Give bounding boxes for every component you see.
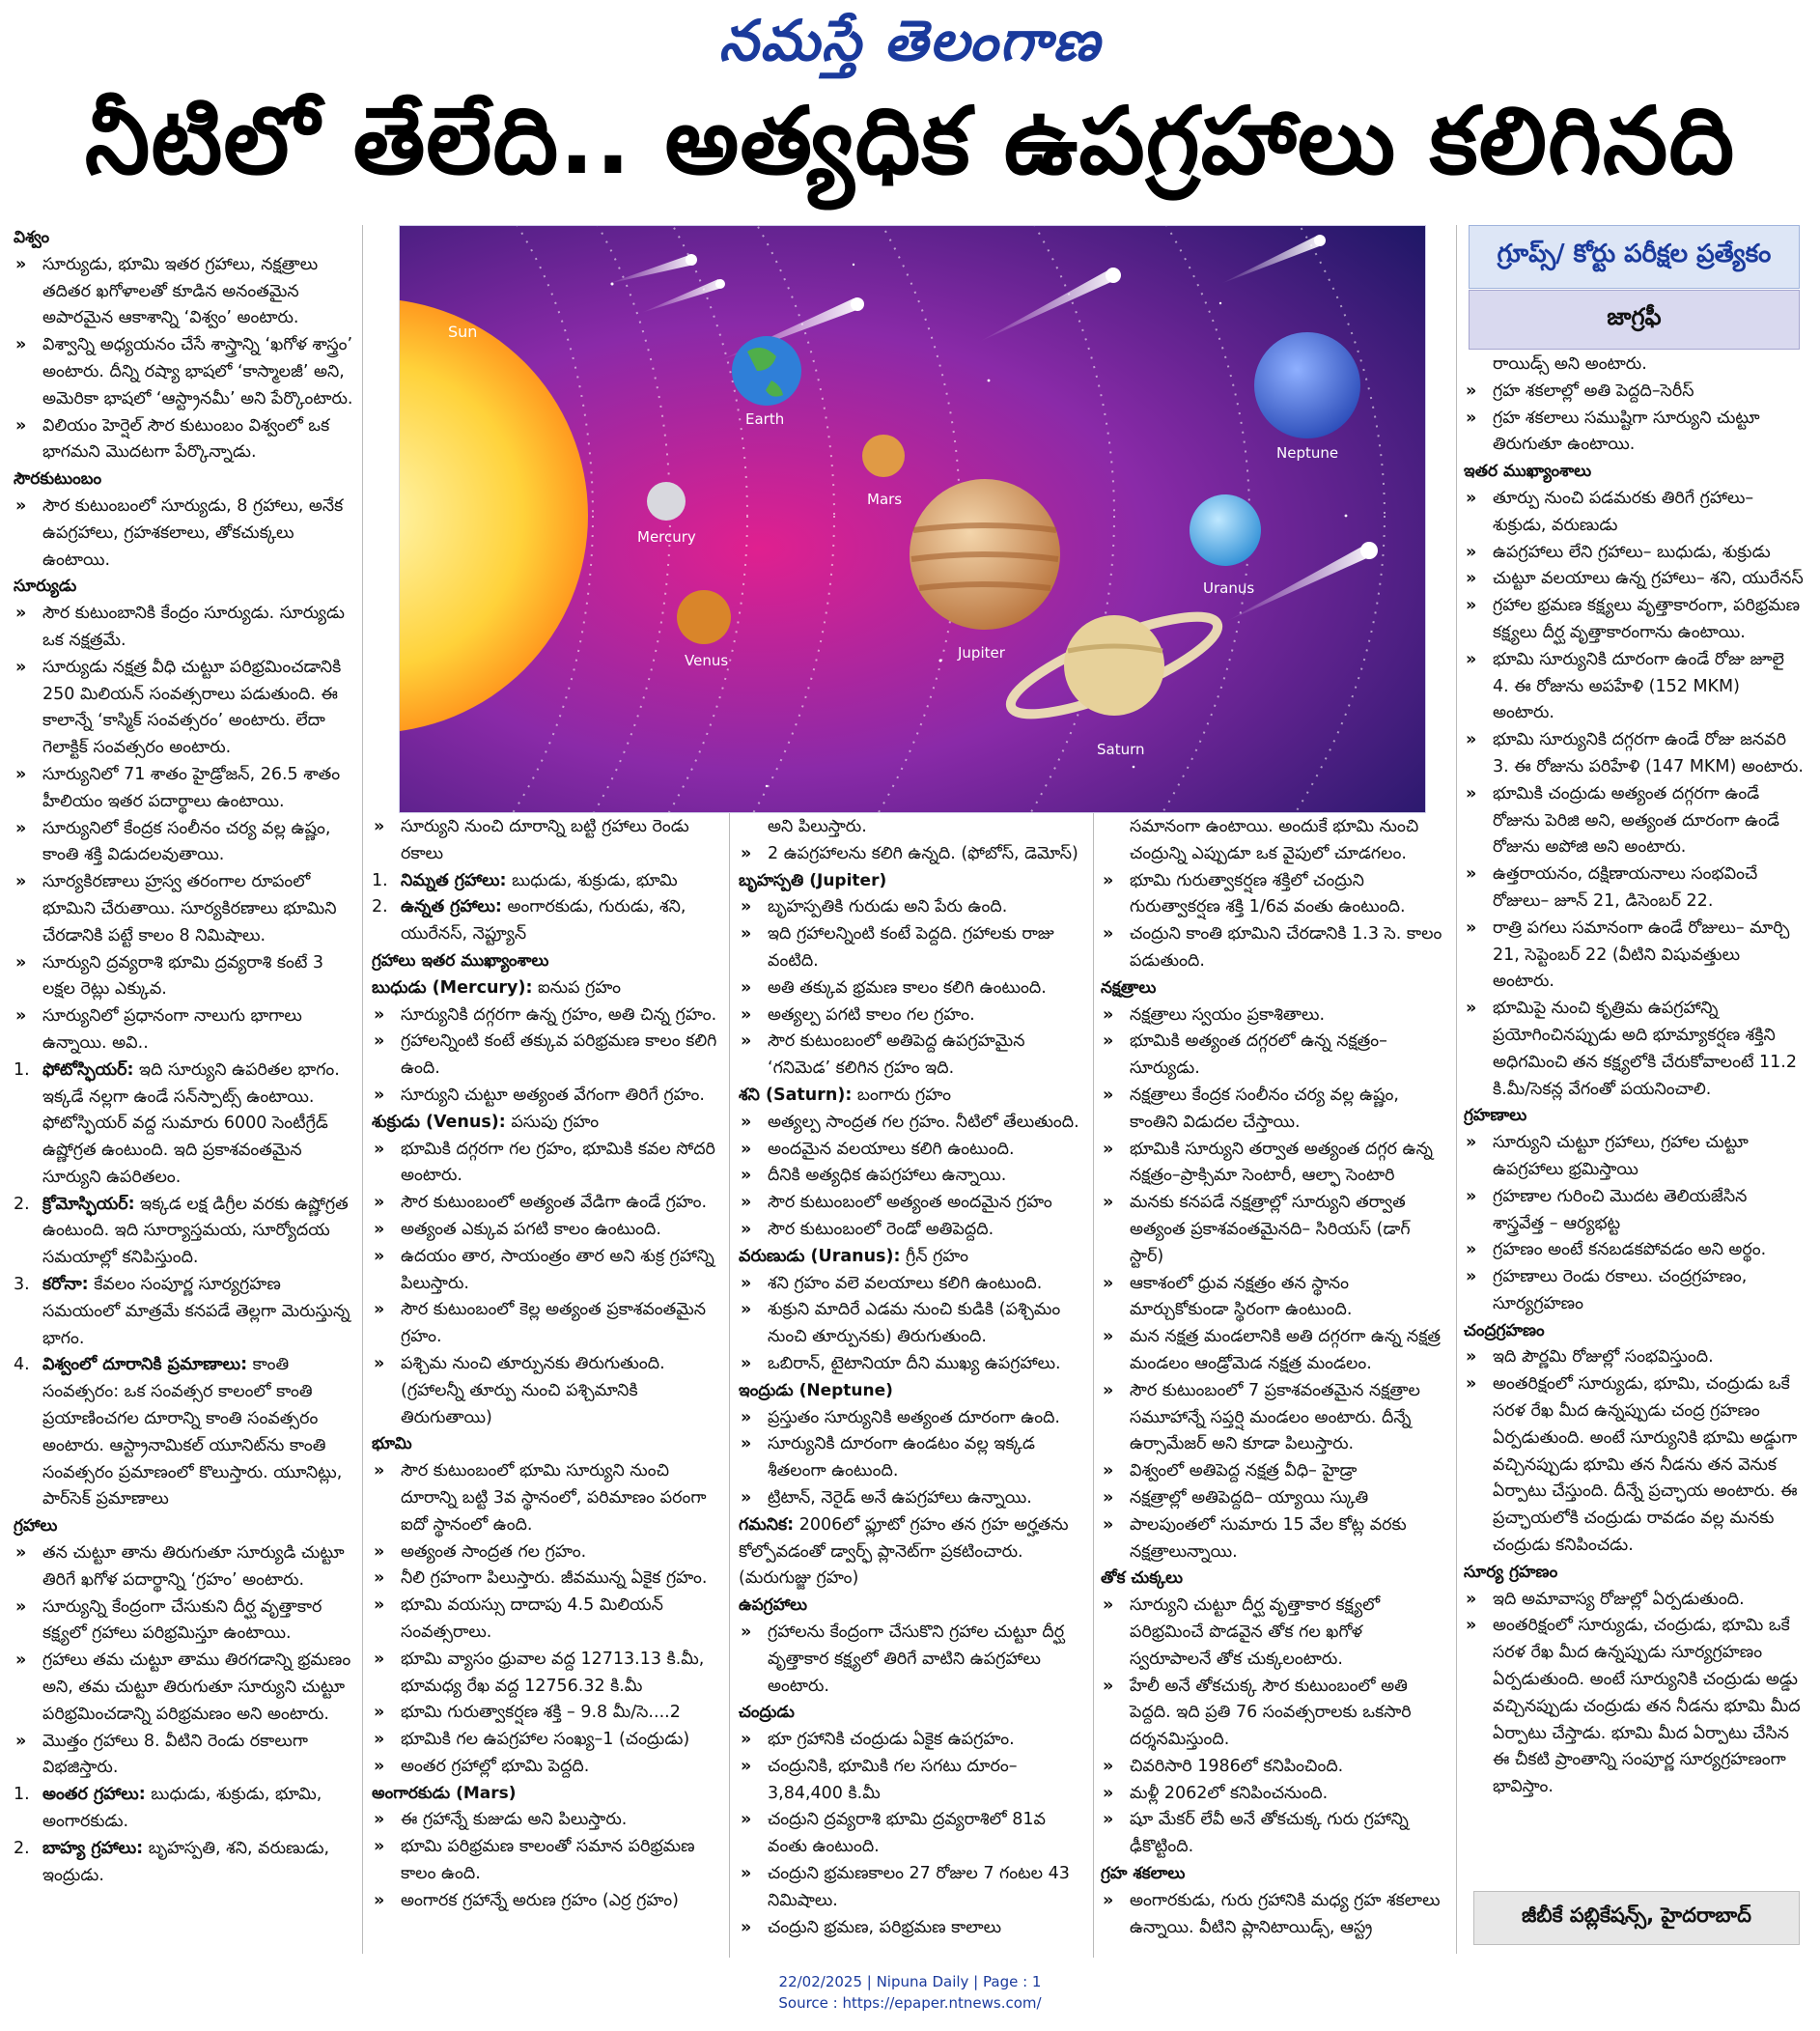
bullet: » బృహస్పతికి గురుడు అని పేరు ఉంది. [739,894,1086,921]
column-divider [1456,225,1457,1954]
bullet: » నక్షత్రాల్లో అతిపెద్దది– య్యాయి స్కుతి [1101,1485,1448,1512]
section-heading: ఉపగ్రహాలు [739,1595,808,1616]
bullet: » విశ్వంలో అతిపెద్ద నక్షత్ర వీధి– హైడ్రా [1101,1458,1448,1485]
section-heading: సౌరకుటుంబం [14,469,102,490]
section-heading: విశ్వం [14,228,50,247]
section-heading: భూమి [372,1434,412,1454]
bullet: » అంతరిక్షంలో సూర్యుడు, చంద్రుడు, భూమి ఒకే సరళ రేఖ మీద ఉన్నప్పుడు సూర్యగ్రహణం ఏర్పడుతుంది. అంటే సూర్యునికి చంద్రుడు అడ్డు వచ్చినప్పుడు చంద్రుడు తన నీడను భూమి మీద ఏర్పాటు చేస్తాడు. భూమి మీద ఏర్పాటు చేసిన ఈ చీకటి ప్రాంతాన్ని సంపూర్ణ సూర్యగ్రహణంగా భావిస్తాం. [1464,1613,1804,1801]
bullet: » విలియం హెర్షెల్ సౌర కుటుంబం విశ్వంలో ఒక భాగమని మొదటగా పేర్కొన్నాడు. [14,413,353,467]
continued-text: అని పిలుస్తారు. [768,817,867,836]
section-heading: చంద్రగ్రహణం [1464,1320,1545,1340]
footer-source-link[interactable]: Source : https://epaper.ntnews.com/ [778,1994,1042,2012]
bullet: » చుట్టూ వలయాలు ఉన్న గ్రహాలు– శని, యురేనస్ [1464,566,1804,593]
bullet: » సూర్యకిరణాలు హ్రస్వ తరంగాల రూపంలో భూమిని చేరుతాయి. సూర్యకిరణాలు భూమిని చేరడానికి పట్టే కాలం 8 నిమిషాలు. [14,869,353,949]
note: గమనిక: 2006లో ఫ్లూటో గ్రహం తన గ్రహ అర్హతను కోల్పోవడంతో డ్వార్ఫ్ ప్లానెట్‌గా ప్రకటించారు. (మరుగుజ్జు గ్రహం) [739,1514,1069,1589]
bullet: » సూర్యునికి దూరంగా ఉండటం వల్ల ఇక్కడ శీతలంగా ఉంటుంది. [739,1431,1086,1485]
column-3 [739,814,1086,1954]
bullet: » ఇది అమావాస్య రోజుల్లో ఏర్పడుతుంది. [1464,1587,1804,1614]
bullet: » గ్రహణాలు రెండు రకాలు. చంద్రగ్రహణం, సూర్యగ్రహణం [1464,1264,1804,1318]
bullet: » సూర్యుని చుట్టూ గ్రహాలు, గ్రహాల చుట్టూ ఉపగ్రహాలు భ్రమిస్తాయి [1464,1130,1804,1184]
bullet: » నక్షత్రాలు స్వయం ప్రకాశితాలు. [1101,1002,1448,1030]
bullet: » భూమి వ్యాసం ధ్రువాల వద్ద 12713.13 కి.మీ, భూమధ్య రేఖ వద్ద 12756.32 కి.మీ [372,1647,719,1701]
bullet: » అంగారకుడు, గురు గ్రహానికి మధ్య గ్రహ శకలాలు ఉన్నాయి. వీటిని ప్లానిటాయిడ్స్, ఆస్ట్ర [1101,1888,1448,1942]
bullet: » సౌర కుటుంబంలో 7 ప్రకాశవంతమైన నక్షత్రాల సమూహాన్నే సప్తర్షి మండలం అంటారు. దీన్నే ఉర్సామేజర్ అని కూడా పిలుస్తారు. [1101,1378,1448,1458]
bullet: » చంద్రుని భ్రమణ, పరిభ్రమణ కాలాలు [739,1915,1086,1942]
bullet: » ఉత్తరాయనం, దక్షిణాయనాలు సంభవించే రోజులు– జూన్ 21, డిసెంబర్ 22. [1464,861,1804,916]
bullet: » భూ గ్రహానికి చంద్రుడు ఏకైక ఉపగ్రహం. [739,1727,1086,1754]
footer-date-line: 22/02/2025 | Nipuna Daily | Page : 1 [778,1973,1042,1990]
numbered-item: 3. కరోనా: కేవలం సంపూర్ణ సూర్యగ్రహణ సమయంలో మాత్రమే కనపడే తెల్లగా మెరుస్తున్న భాగం. [14,1275,350,1348]
label-neptune: Neptune [1276,444,1339,462]
bullet: » భూమికి సూర్యుని తర్వాత అత్యంత దగ్గర ఉన్న నక్షత్రం–ప్రాక్సిమా సెంటారీ, ఆల్ఫా సెంటారి [1101,1137,1448,1191]
bullet: » సూర్యునిలో 71 శాతం హైడ్రోజన్, 26.5 శాతం హీలియం ఇతర పదార్థాలు ఉంటాయి. [14,762,353,816]
bullet: » చంద్రుని భ్రమణకాలం 27 రోజుల 7 గంటల 43 నిమిషాలు. [739,1861,1086,1915]
sub-heading: వరుణుడు (Uranus): గ్రీన్ గ్రహం [739,1246,969,1266]
bullet: » సౌర కుటుంబంలో కెల్ల అత్యంత ప్రకాశవంతమైన గ్రహం. [372,1297,719,1351]
earth-planet [732,336,801,406]
column-divider [1093,813,1094,1958]
sub-heading: శని (Saturn): బంగారు గ్రహం [739,1085,951,1105]
numbered-item: 1. అంతర గ్రహాలు: బుధుడు, శుక్రుడు, భూమి, అంగారకుడు. [14,1785,322,1832]
bullet: » సౌర కుటుంబంలో అతిపెద్ద ఉపగ్రహమైన ‘గనిమెడ’ కలిగిన గ్రహం ఇది. [739,1029,1086,1083]
bullet: » ఉదయం తార, సాయంత్రం తార అని శుక్ర గ్రహాన్ని పిలుస్తారు. [372,1244,719,1298]
bullet: » గ్రహాల భ్రమణ కక్ష్యలు వృత్తాకారంగా, పరిభ్రమణ కక్ష్యలు దీర్ఘ వృత్తాకారంగాను ఉంటాయి. [1464,593,1804,647]
sub-heading: శుక్రుడు (Venus): పసుపు గ్రహం [372,1112,600,1132]
bullet: » గ్రహాలు తమ చుట్టూ తాము తిరగడాన్ని భ్రమణం అని, తమ చుట్టూ తిరుగుతూ సూర్యుని చుట్టూ పరిభ్రమించడాన్ని పరిభ్రమణం అని అంటారు. [14,1648,353,1728]
saturn-planet [1064,615,1164,716]
bullet: » శని గ్రహం వలె వలయాలు కలిగి ఉంటుంది. [739,1271,1086,1298]
bullet: » భూమికి గల ఉపగ్రహాల సంఖ్య–1 (చంద్రుడు) [372,1727,719,1754]
bullet: » ఈ గ్రహాన్నే కుజుడు అని పిలుస్తారు. [372,1807,719,1834]
bullet: » గ్రహ శకలాల్లో అతి పెద్దది–సెరీస్ [1464,379,1804,406]
bullet: » దీనికి అత్యధిక ఉపగ్రహాలు ఉన్నాయి. [739,1163,1086,1190]
label-uranus: Uranus [1203,579,1255,597]
numbered-item: 1. నిమ్నత గ్రహాలు: బుధుడు, శుక్రుడు, భూమి [372,870,678,890]
bullet: » మొత్తం గ్రహాలు 8. వీటిని రెండు రకాలుగా విభజిస్తారు. [14,1729,353,1783]
bullet: » మనకు కనపడే నక్షత్రాల్లో సూర్యుని తర్వాత అత్యంత ప్రకాశవంతమైనది– సిరియస్ (డాగ్ స్టార్) [1101,1190,1448,1270]
bullet: » అత్యల్ప సాంద్రత గల గ్రహం. నీటిలో తేలుతుంది. [739,1110,1086,1137]
section-heading: సూర్యుడు [14,577,77,597]
bullet: » అత్యంత సాంద్రత గల గ్రహం. [372,1539,719,1566]
label-mars: Mars [867,491,903,508]
bullet: » అందమైన వలయాలు కలిగి ఉంటుంది. [739,1137,1086,1164]
label-venus: Venus [685,652,729,669]
headline: నీటిలో తేలేది.. అత్యధిక ఉపగ్రహాలు కలిగినది [84,87,1736,195]
column-divider [362,225,363,1954]
numbered-item: 1. ఫోటోస్ఫియర్: ఇది సూర్యుని ఉపరితల భాగం. ఇక్కడే నల్లగా ఉండే సన్‌స్పాట్స్ ఉంటాయి. ఫోటోస్ఫియర్ వద్ద సుమారు 6000 సెంటీగ్రేడ్ ఉష్ణోగ్రత ఉంటుంది. ఇది ప్రకాశవంతమైన సూర్యుని ఉపరితలం. [14,1059,340,1187]
bullet: » భూమి పరిభ్రమణ కాలంతో సమాన పరిభ్రమణ కాలం ఉంది. [372,1834,719,1888]
bullet: » గ్రహణాల గురించి మొదట తెలియజేసిన శాస్త్రవేత్త – ఆర్యభట్ట [1464,1184,1804,1238]
sub-heading: అంగారకుడు (Mars) [372,1783,517,1803]
section-heading: గ్రహణాలు [1464,1106,1527,1126]
bullet: » సూర్యునిలో కేంద్రక సంలీనం చర్య వల్ల ఉష్ణం, కాంతి శక్తి విడుదలవుతాయి. [14,816,353,870]
bullet: » భూమికి దగ్గరగా గల గ్రహం, భూమికి కవల సోదరి అంటారు. [372,1137,719,1191]
column-4 [1101,814,1448,1954]
bullet: » సౌర కుటుంబంలో భూమి సూర్యుని నుంచి దూరాన్ని బట్టి 3వ స్థానంలో, పరిమాణం పరంగా ఐదో స్థానంలో ఉంది. [372,1458,719,1538]
bullet: » తన చుట్టూ తాను తిరుగుతూ సూర్యుడి చుట్టూ తిరిగే ఖగోళ పదార్థాన్ని ‘గ్రహం’ అంటారు. [14,1540,353,1594]
bullet: » భూమికి అత్యంత దగ్గరలో ఉన్న నక్షత్రం– సూర్యుడు. [1101,1029,1448,1083]
bullet: » నీలి గ్రహంగా పిలుస్తారు. జీవమున్న ఏకైక గ్రహం. [372,1566,719,1593]
label-jupiter: Jupiter [958,644,1005,662]
sub-heading: బుధుడు (Mercury): ఐనుప గ్రహం [372,977,622,998]
bullet: » ట్రిటాన్, నెరైడ్ అనే ఉపగ్రహాలు ఉన్నాయి. [739,1485,1086,1512]
publisher-credit: జీబీకే పబ్లికేషన్స్, హైదరాబాద్ [1473,1891,1800,1945]
bullet: » సూర్యున్ని కేంద్రంగా చేసుకుని దీర్ఘ వృత్తాకార కక్ష్యలో గ్రహాలు పరిభ్రమిస్తూ ఉంటాయి. [14,1594,353,1649]
bullet: » శుక్రుని మాదిరే ఎడమ నుంచి కుడికి (పశ్చిమం నుంచి తూర్పునకు) తిరుగుతుంది. [739,1297,1086,1351]
bullet: » అతి తక్కువ భ్రమణ కాలం కలిగి ఉంటుంది. [739,975,1086,1002]
bullet: » మళ్లీ 2062లో కనిపించనుంది. [1101,1781,1448,1808]
bullet: » భూమిపై నుంచి కృత్రిమ ఉపగ్రహాన్ని ప్రయోగించినప్పుడు అది భూమ్యాకర్షణ శక్తిని అధిగమించి తన కక్ష్యలోకి చేరుకోవాలంటే 11.2 కి.మీ/సెకన్ల వేగంతో పయనించాలి. [1464,996,1804,1103]
column-divider [729,813,730,1958]
bullet: » మన నక్షత్ర మండలానికి అతి దగ్గరగా ఉన్న నక్షత్ర మండలం ఆండ్రోమెడ నక్షత్ర మండలం. [1101,1324,1448,1378]
bullet: » సూర్యుడు, భూమి ఇతర గ్రహాలు, నక్షత్రాలు తదితర ఖగోళాలతో కూడిన అనంతమైన అపారమైన ఆకాశాన్ని ‘విశ్వం’ అంటారు. [14,252,353,332]
exam-tag: గ్రూప్స్/ కోర్టు పరీక్షల ప్రత్యేకం [1469,225,1800,289]
mars-planet [862,435,905,477]
bullet: » సౌర కుటుంబానికి కేంద్రం సూర్యుడు. సూర్యుడు ఒక నక్షత్రమే. [14,601,353,655]
numbered-item: 2. బాహ్య గ్రహాలు: బృహస్పతి, శని, వరుణుడు, ఇంద్రుడు. [14,1838,330,1885]
sub-heading: బృహస్పతి (Jupiter) [739,870,887,890]
bullet: » చంద్రుని కాంతి భూమిని చేరడానికి 1.3 సె. కాలం పడుతుంది. [1101,921,1448,975]
page-footer [0,1971,1820,2014]
bullet: » పాలపుంతలో సుమారు 15 వేల కోట్ల వరకు నక్షత్రాలున్నాయి. [1101,1512,1448,1566]
bullet: » హేలీ అనే తోకచుక్క సౌర కుటుంబంలో అతి పెద్దది. ఇది ప్రతి 76 సంవత్సరాలకు ఒకసారి దర్శనమిస్తుంది. [1101,1674,1448,1754]
mercury-planet [647,482,686,521]
bullet: » పశ్చిమ నుంచి తూర్పునకు తిరుగుతుంది. (గ్రహాలన్నీ తూర్పు నుంచి పశ్చిమానికి తిరుగుతాయి) [372,1351,719,1431]
bullet: » భూమికి చంద్రుడు అత్యంత దగ్గరగా ఉండే రోజును పెరిజి అని, అత్యంత దూరంగా ఉండే రోజును అపోజి అని అంటారు. [1464,781,1804,861]
uranus-planet [1190,494,1261,566]
section-heading: గ్రహ శకలాలు [1101,1864,1186,1884]
bullet: » సూర్యునికి దగ్గరగా ఉన్న గ్రహం, అతి చిన్న గ్రహం. [372,1002,719,1030]
bullet: » సూర్యునిలో ప్రధానంగా నాలుగు భాగాలు ఉన్నాయి. అవి.. [14,1003,353,1058]
bullet: » సౌర కుటుంబంలో రెండో అతిపెద్దది. [739,1217,1086,1244]
solar-system-svg [400,226,1425,812]
label-earth: Earth [745,410,785,428]
numbered-item: 2. ఉన్నత గ్రహాలు: అంగారకుడు, గురుడు, శని, యురేనస్, నెప్ట్యూన్ [372,897,686,945]
bullet: » అంతరిక్షంలో సూర్యుడు, భూమి, చంద్రుడు ఒకే సరళ రేఖ మీద ఉన్నప్పుడు చంద్ర గ్రహణం ఏర్పడుతుంది. అంటే సూర్యునికి భూమి అడ్డుగా వచ్చినప్పుడు భూమి తన నీడను తన వెనుక ఏర్పాటు చేస్తుంది. దీన్నే ప్రచ్ఛాయ అంటారు. ఈ ప్రచ్ఛాయలోకి చంద్రుడు రావడం వల్ల మనకు చంద్రుడు కనిపించడు. [1464,1371,1804,1560]
bullet: » నక్షత్రాలు కేంద్రక సంలీనం చర్య వల్ల ఉష్ణం, కాంతిని విడుదల చేస్తాయి. [1101,1083,1448,1137]
continued-text: రాయిడ్స్ అని అంటారు. [1493,354,1647,374]
solar-system-illustration [399,225,1426,813]
bullet: » భూమి సూర్యునికి దగ్గరగా ఉండే రోజు జనవరి 3. ఈ రోజును పరిహేళి (147 MKM) అంటారు. [1464,727,1804,781]
bullet: » గ్రహ శకలాలు సముష్టిగా సూర్యుని చుట్టూ తిరుగుతూ ఉంటాయి. [1464,406,1804,460]
bullet: » భూమి సూర్యునికి దూరంగా ఉండే రోజు జూలై 4. ఈ రోజును అపహేళి (152 MKM) అంటారు. [1464,647,1804,727]
bullet: » సూర్యుని నుంచి దూరాన్ని బట్టి గ్రహాలు రెండు రకాలు [372,814,719,868]
bullet: » సూర్యుని చుట్టూ అత్యంత వేగంగా తిరిగే గ్రహం. [372,1083,719,1110]
bullet: » విశ్వాన్ని అధ్యయనం చేసే శాస్త్రాన్ని ‘ఖగోళ శాస్త్రం’ అంటారు. దీన్ని రష్యా భాషలో ‘కాస్మాలజీ’ అని, అమెరికా భాషలో ‘ఆస్ట్రానమీ’ అని పేర్కొంటారు. [14,332,353,412]
section-heading: గ్రహాలు ఇతర ముఖ్యాంశాలు [372,950,549,971]
bullet: » రాత్రి పగలు సమానంగా ఉండే రోజులు– మార్చి 21, సెప్టెంబర్ 22 (వీటిని విషువత్తులు అంటారు. [1464,916,1804,996]
label-saturn: Saturn [1097,741,1145,758]
bullet: » గ్రహణం అంటే కనబడకపోవడం అని అర్థం. [1464,1237,1804,1264]
bullet: » చంద్రుని ద్రవ్యరాశి భూమి ద్రవ్యరాశిలో 81వ వంతు ఉంటుంది. [739,1807,1086,1861]
masthead: నమస్తే తెలంగాణ [718,8,1102,73]
bullet: » చంద్రునికి, భూమికి గల సగటు దూరం– 3,84,400 కి.మీ [739,1754,1086,1808]
bullet: » చివరిసారి 1986లో కనిపించింది. [1101,1754,1448,1781]
bullet: » 2 ఉపగ్రహాలను కలిగి ఉన్నది. (ఫోబోస్, డెమోస్) [739,841,1086,868]
bullet: » షూ మేకర్ లేవీ అనే తోకచుక్క గురు గ్రహాన్ని ఢీకొట్టింది. [1101,1807,1448,1861]
section-heading: నక్షత్రాలు [1101,977,1157,998]
section-heading: ఇతర ముఖ్యాంశాలు [1464,462,1592,482]
section-heading: గ్రహాలు [14,1516,58,1537]
numbered-item: 4. విశ్వంలో దూరానికి ప్రమాణాలు: కాంతి సంవత్సరం: ఒక సంవత్సర కాలంలో కాంతి ప్రయాణించగల దూరాన్ని కాంతి సంవత్సరం అంటారు. ఆస్ట్రానామికల్ యూనిట్‌ను కాంతి సంవత్సరం ప్రమాణంలో కొలుస్తారు. యూనిట్లు, పార్‌సెక్ ప్రమాణాలు [14,1355,343,1509]
bullet: » తూర్పు నుంచి పడమరకు తిరిగే గ్రహాలు– శుక్రుడు, వరుణుడు [1464,486,1804,540]
bullet: » ఆకాశంలో ధ్రువ నక్షత్రం తన స్థానం మార్చుకోకుండా స్థిరంగా ఉంటుంది. [1101,1271,1448,1325]
bullet: » ఒబిరాన్, టైటానియా దీని ముఖ్య ఉపగ్రహాలు. [739,1351,1086,1378]
section-heading: తోక చుక్కలు [1101,1568,1184,1589]
column-5 [1464,352,1804,1887]
bullet: » సౌర కుటుంబంలో అత్యంత అందమైన గ్రహం [739,1190,1086,1217]
subject-tag: జాగ్రఫీ [1469,290,1800,350]
bullet: » అంగారక గ్రహాన్నే అరుణ గ్రహం (ఎర్ర గ్రహం) [372,1888,719,1915]
column-2 [372,814,719,1954]
venus-planet [677,590,731,644]
bullet: » సౌర కుటుంబంలో సూర్యుడు, 8 గ్రహాలు, అనేక ఉపగ్రహాలు, గ్రహశకలాలు, తోకచుక్కలు ఉంటాయి. [14,494,353,574]
bullet: » సూర్యుని చుట్టూ దీర్ఘ వృత్తాకార కక్ష్యలో పరిభ్రమించే పొడవైన తోక గల ఖగోళ స్వరూపాలనే తోక చుక్కలంటారు. [1101,1593,1448,1673]
label-mercury: Mercury [637,528,696,546]
continued-text: సమానంగా ఉంటాయి. అందుకే భూమి నుంచి చంద్రున్ని ఎప్పుడూ ఒక వైపులో చూడగలం. [1130,817,1419,863]
neptune-planet [1254,332,1360,438]
bullet: » ఇది పౌర్ణమి రోజుల్లో సంభవిస్తుంది. [1464,1344,1804,1371]
bullet: » గ్రహాలన్నింటి కంటే తక్కువ పరిభ్రమణ కాలం కలిగి ఉంది. [372,1029,719,1083]
bullet: » ఇది గ్రహాలన్నింటి కంటే పెద్దది. గ్రహాలకు రాజు వంటిది. [739,921,1086,975]
bullet: » అంతర గ్రహాల్లో భూమి పెద్దది. [372,1754,719,1781]
section-heading: సూర్య గ్రహణం [1464,1562,1558,1582]
bullet: » భూమి వయస్సు దాదాపు 4.5 మిలియన్ సంవత్సరాలు. [372,1593,719,1647]
bullet: » ప్రస్తుతం సూర్యునికి అత్యంత దూరంగా ఉంది. [739,1405,1086,1432]
column-1 [14,225,353,1954]
section-heading: చంద్రుడు [739,1703,795,1723]
bullet: » సూర్యుని ద్రవ్యరాశి భూమి ద్రవ్యరాశి కంటే 3 లక్షల రెట్లు ఎక్కువ. [14,950,353,1004]
bullet: » సూర్యుడు నక్షత్ర వీధి చుట్టూ పరిభ్రమించడానికి 250 మిలియన్ సంవత్సరాలు పడుతుంది. ఈ కాలాన్నే ‘కాస్మిక్ సంవత్సరం’ అంటారు. లేదా గెలాక్టిక్ సంవత్సరం అంటారు. [14,655,353,762]
bullet: » భూమి గురుత్వాకర్షణ శక్తిలో చంద్రుని గురుత్వాకర్షణ శక్తి 1/6వ వంతు ఉంటుంది. [1101,868,1448,922]
bullet: » గ్రహాలను కేంద్రంగా చేసుకొని గ్రహాల చుట్టూ దీర్ఘ వృత్తాకార కక్ష్యలో తిరిగే వాటిని ఉపగ్రహాలు అంటారు. [739,1620,1086,1700]
bullet: » భూమి గురుత్వాకర్షణ శక్తి – 9.8 మీ/సె....2 [372,1700,719,1727]
numbered-item: 2. క్రోమోస్ఫియర్: ఇక్కడ లక్ష డిగ్రీల వరకు ఉష్ణోగ్రత ఉంటుంది. ఇది సూర్యాస్తమయ, సూర్యోదయ సమయాల్లో కనిపిస్తుంది. [14,1194,349,1268]
bullet: » సౌర కుటుంబంలో అత్యంత వేడిగా ఉండే గ్రహం. [372,1190,719,1217]
bullet: » ఉపగ్రహాలు లేని గ్రహాలు– బుధుడు, శుక్రుడు [1464,540,1804,567]
bullet: » అత్యల్ప పగటి కాలం గల గ్రహం. [739,1002,1086,1030]
bullet: » అత్యంత ఎక్కువ పగటి కాలం ఉంటుంది. [372,1217,719,1244]
sub-heading: ఇంద్రుడు (Neptune) [739,1380,893,1400]
label-sun: Sun [448,323,478,341]
